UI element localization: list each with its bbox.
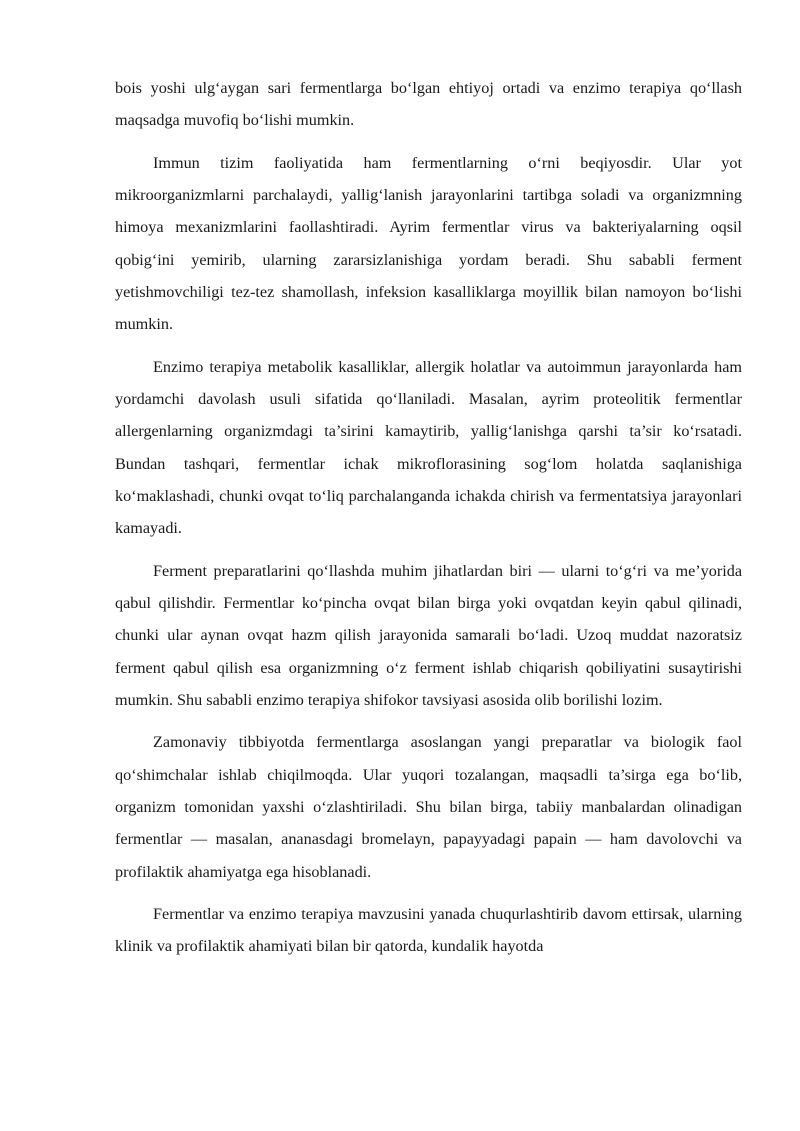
- paragraph-continued: bois yoshi ulg‘aygan sari fermentlarga bo‘lgan ehtiyoj ortadi va enzimo terapiya qo‘llash maqsadga muvofiq bo‘lishi mumkin.: [115, 79, 742, 130]
- paragraph-immune-system: Immun tizim faoliyatida ham fermentlarning o‘rni beqiyosdir. Ular yot mikroorganizmlarni parchalaydi, yallig‘lanish jarayonlarini tartibga soladi va organizmning himoya mexanizmlarini faollashtiradi. Ayrim fermentlar virus va bakteriyalarning oqsil qobig‘ini yemirib, ularning zararsizlanishiga yordam beradi. Shu sababli ferment yetishmovchiligi tez-tez shamollash, infeksion kasalliklarga moyillik bilan namoyon bo‘lishi mumkin.: [115, 153, 742, 334]
- paragraph-dosage: Ferment preparatlarini qo‘llashda muhim jihatlardan biri — ularni to‘g‘ri va me’yorida qabul qilishdir. Fermentlar ko‘pincha ovqat bilan birga yoki ovqatdan keyin qabul qilinadi, chunki ular aynan ovqat hazm qilish jarayonida samarali bo‘ladi. Uzoq muddat nazoratsiz ferment qabul qilish esa organizmning o‘z ferment ishlab chiqarish qobiliyatini susaytirishi mumkin. Shu sababli enzimo terapiya shifokor tavsiyasi asosida olib borilishi lozim.: [115, 561, 742, 709]
- document-page: [115, 72, 742, 973]
- paragraph-modern-medicine: Zamonaviy tibbiyotda fermentlarga asoslangan yangi preparatlar va biologik faol qo‘shimchalar ishlab chiqilmoqda. Ular yuqori tozalangan, maqsadli ta’sirga ega bo‘lib, organizm tomonidan yaxshi o‘zlashtiriladi. Shu bilan birga, tabiiy manbalardan olinadigan fermentlar — masalan, ananasdagi bromelayn, papayyadagi papain — ham davolovchi va profilaktik ahamiyatga ega hisoblanadi.: [115, 733, 742, 881]
- paragraph-conclusion-start: Fermentlar va enzimo terapiya mavzusini yanada chuqurlashtirib davom ettirsak, ularning klinik va profilaktik ahamiyati bilan bir qatorda, kundalik hayotda: [115, 905, 742, 956]
- paragraph-enzyme-therapy-uses: Enzimo terapiya metabolik kasalliklar, allergik holatlar va autoimmun jarayonlarda ham yordamchi davolash usuli sifatida qo‘llaniladi. Masalan, ayrim proteolitik fermentlar allergenlarning organizmdagi ta’sirini kamaytirib, yallig‘lanishga qarshi ta’sir ko‘rsatadi. Bundan tashqari, fermentlar ichak mikroflorasining sog‘lom holatda saqlanishiga ko‘maklashadi, chunki ovqat to‘liq parchalanganda ichakda chirish va fermentatsiya jarayonlari kamayadi.: [115, 357, 742, 538]
